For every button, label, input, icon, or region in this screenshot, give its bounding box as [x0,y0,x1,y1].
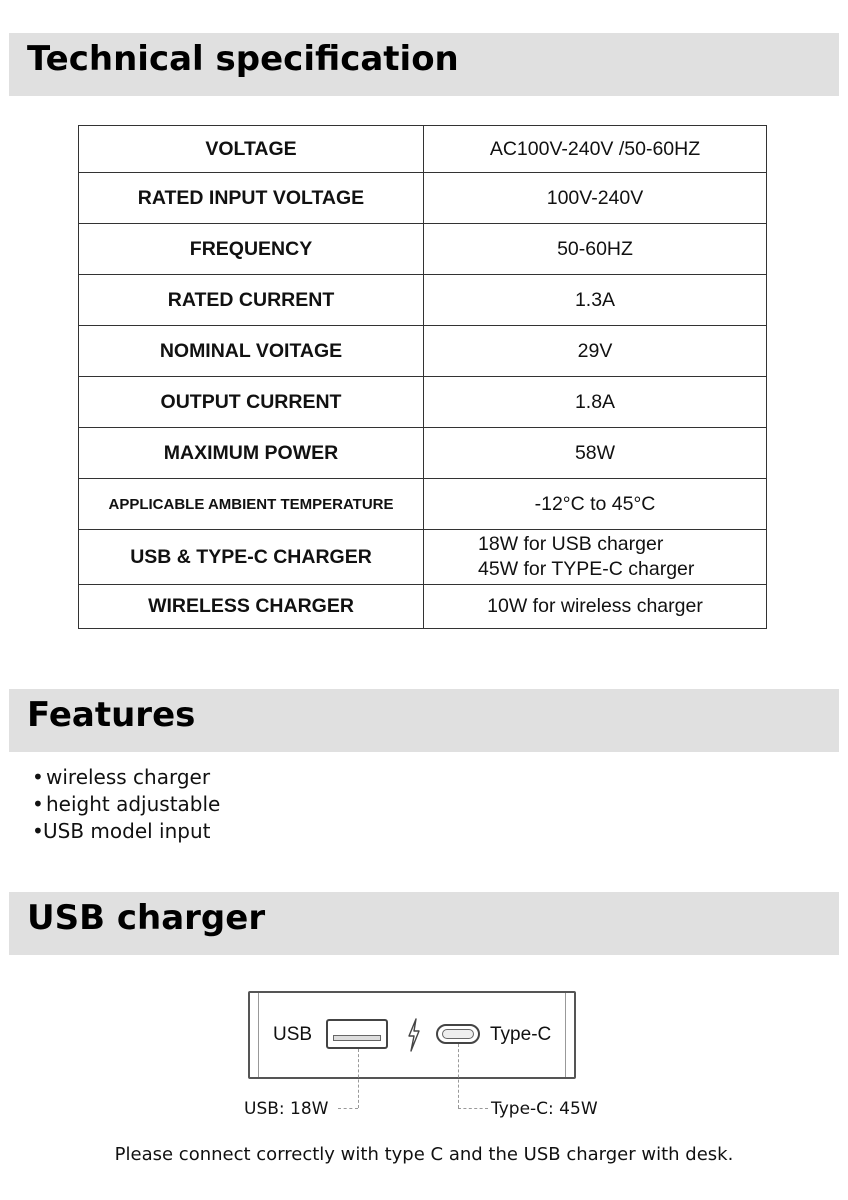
table-row [79,428,767,479]
feature-text: USB model input [43,819,211,843]
list-item [32,764,220,791]
usb-port-icon [326,1019,388,1049]
spec-section-title: Technical specification [27,39,459,79]
table-row [79,377,767,428]
spec-key: VOLTAGE [79,126,424,173]
table-row [79,530,767,585]
type-c-callout: Type-C: 45W [491,1099,598,1119]
panel-edge-right [565,993,566,1077]
spec-key: OUTPUT CURRENT [79,377,424,428]
spec-value: 1.3A [424,275,767,326]
table-row [79,275,767,326]
table-row [79,326,767,377]
spec-key: RATED INPUT VOLTAGE [79,173,424,224]
table-row [79,585,767,629]
spec-value-line: 45W for TYPE-C charger [478,558,695,580]
spec-key: APPLICABLE AMBIENT TEMPERATURE [79,479,424,530]
spec-value: 50-60HZ [424,224,767,275]
list-item [32,818,220,845]
type-c-port-icon [436,1024,480,1044]
bullet: • [32,819,44,843]
table-row [79,126,767,173]
spec-value: 1.8A [424,377,767,428]
usb-callout: USB: 18W [244,1099,329,1119]
spec-value: 10W for wireless charger [424,585,767,629]
type-c-leader-horizontal [458,1108,488,1109]
spec-value: 29V [424,326,767,377]
spec-table [78,125,767,629]
spec-value: 100V-240V [424,173,767,224]
spec-value: 58W [424,428,767,479]
lightning-icon [407,1018,421,1052]
type-c-leader-vertical [458,1044,459,1108]
list-item [32,791,220,818]
spec-key: FREQUENCY [79,224,424,275]
spec-key: RATED CURRENT [79,275,424,326]
panel-edge-left [258,993,259,1077]
spec-value-line: 18W for USB charger [478,533,664,555]
connection-note: Please connect correctly with type C and the USB charger with desk. [114,1144,734,1165]
usb-leader-horizontal [338,1108,358,1109]
type-c-port-label: Type-C [490,1024,552,1045]
spec-value: -12°C to 45°C [424,479,767,530]
usb-section-header [9,892,839,955]
spec-value [424,530,767,585]
spec-value: AC100V-240V /50-60HZ [424,126,767,173]
bullet: • [32,765,44,789]
usb-port-label: USB [273,1024,313,1045]
usb-port-tongue [333,1035,381,1041]
spec-key: MAXIMUM POWER [79,428,424,479]
spec-section-header [9,33,839,96]
bullet: • [32,792,44,816]
features-list [32,764,220,845]
features-section-header [9,689,839,752]
spec-key: WIRELESS CHARGER [79,585,424,629]
feature-text: height adjustable [46,792,221,816]
features-section-title: Features [27,695,196,735]
table-row [79,173,767,224]
usb-leader-vertical [358,1049,359,1108]
spec-key: NOMINAL VOITAGE [79,326,424,377]
spec-key: USB & TYPE-C CHARGER [79,530,424,585]
type-c-port-inner [442,1029,474,1039]
table-row [79,479,767,530]
usb-section-title: USB charger [27,898,266,938]
feature-text: wireless charger [46,765,211,789]
table-row [79,224,767,275]
